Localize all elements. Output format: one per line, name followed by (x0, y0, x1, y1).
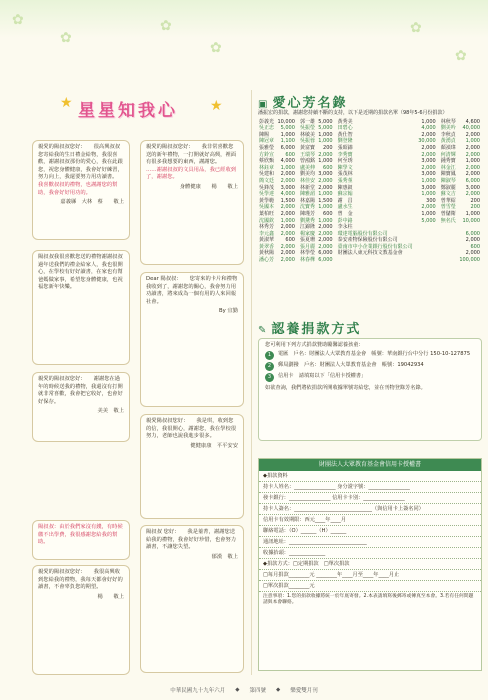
donor-name: 張昭錦 (337, 144, 353, 151)
form-header: 財團法人大眾教育基金會信用卡授權書 (259, 459, 481, 471)
flower-decoration-icon: ✿ (410, 20, 422, 36)
donor-amount: 2,000 (280, 230, 295, 237)
letter-card (32, 250, 130, 365)
letter-body: Dear 陽叔叔： 您寄來的卡片和禮物我收到了，謝謝您的關心，我會努力用功讀書，將來成為一個有用的人來回報社會。 (146, 276, 238, 305)
donor-name: 林敏美 (299, 131, 315, 138)
donor-name: 王瑞琴 (299, 151, 315, 158)
donor-amount: 2,000 (318, 243, 333, 250)
donor-amount: 30,000 (418, 138, 436, 145)
donor-row (258, 178, 484, 185)
donor-name: 吳學達 (259, 191, 275, 198)
donor-name: 劉登隆 (337, 138, 353, 145)
flower-decoration-icon: ✿ (455, 48, 467, 64)
form-field[interactable]: 持卡人簽名：______________________________（與信用卡上簽名同） (259, 504, 481, 515)
donor-name (440, 244, 458, 251)
donor-row (258, 211, 484, 218)
donor-name: 林春樺 (299, 257, 315, 264)
donor-amount: 6,000 (280, 144, 295, 151)
donor-amount: 600 (285, 237, 295, 244)
donor-name: 江錦隆 (299, 224, 315, 231)
donor-amount: 3,000 (318, 171, 333, 178)
footer (0, 680, 488, 700)
letter-highlight: 我喜歡叔叔的禮物，也謝謝您的幫助，我會好好用功的。 (38, 181, 118, 196)
donor-name: 林新堂 (299, 184, 315, 191)
flower-decoration-icon: ✿ (210, 40, 222, 56)
donor-amount: 2,000 (465, 164, 480, 171)
donor-name: 環達電腦股份有限公司 (337, 230, 388, 237)
donor-list (258, 110, 484, 264)
donor-amount (416, 224, 439, 231)
letter-body: 親愛的陽叔叔您好： 我很高興收到您給我的禮物，我每天都會好好的讀書，不會辜負您的期望。 (38, 569, 123, 591)
donor-name: 陳淑琴 (440, 177, 456, 184)
donor-table (258, 119, 484, 264)
donor-amount (416, 237, 439, 244)
donor-name: 曾鴻銘 (299, 158, 315, 165)
donor-name: 吳正忠 (259, 125, 275, 132)
method-number: 3 (265, 373, 274, 382)
method-text: 信用卡 請填寫以下「信用卡授權書」 (278, 373, 367, 380)
method-section-title (258, 318, 361, 337)
method-note: 如欲查詢，我們將依捐款所開收據單號寄給您，並在刊物登錄芳名錄。 (265, 385, 426, 392)
footer-date: 中華民國九十九年六月 (170, 688, 226, 694)
donor-row (258, 224, 484, 231)
donor-amount: 1,000 (280, 217, 295, 224)
donor-amount (457, 224, 484, 231)
star-icon: ★ (210, 98, 223, 114)
donor-amount: 6,000 (465, 230, 480, 237)
donor-amount: 5,000 (421, 217, 436, 224)
donor-amount: 2,000 (421, 204, 436, 211)
donor-name (440, 237, 458, 244)
donor-name: 田碧心 (337, 125, 353, 132)
donor-amount: 2,000 (421, 131, 436, 138)
donor-amount: 2,000 (465, 171, 480, 178)
method-item (265, 351, 475, 360)
donor-amount: 2,000 (280, 257, 295, 264)
donor-name: 黃翠香 (259, 243, 275, 250)
donor-amount: 1,500 (318, 197, 333, 204)
donor-section-title-text: 愛心芳名錄 (272, 96, 348, 111)
donor-amount (416, 250, 439, 257)
method-item (265, 362, 475, 371)
letter-signature: 身體健康 楊 敬上 (179, 183, 238, 190)
donor-name: 陳學文 (337, 164, 353, 171)
letter-body: 親愛陽叔叔您好： 我是琪，收到您的信，我很開心，謝謝您，我在學校很努力，老師也說我進步很多。 (146, 418, 237, 440)
donor-amount (416, 257, 439, 264)
donor-name: 陳賜 (259, 131, 270, 138)
donor-amount: 2,000 (465, 237, 480, 244)
donor-row (258, 138, 484, 145)
donor-name: 謝 昌 (337, 197, 353, 204)
donor-name (440, 231, 458, 238)
letter-card (140, 140, 244, 265)
donor-amount: 300 (426, 197, 436, 204)
donor-row (258, 250, 484, 257)
donor-name: 曾 金 (337, 210, 353, 217)
donor-name: 陳雅湄 (299, 191, 315, 198)
donor-name: 盧美伸 (299, 164, 315, 171)
donor-amount: 2,000 (318, 224, 333, 231)
donor-amount: 600 (323, 210, 333, 217)
donor-amount: 5,000 (280, 125, 295, 132)
letter-signature: 健健康康 平平安安 (190, 442, 238, 449)
donor-section-title (258, 92, 347, 111)
donor-amount: 2,000 (465, 131, 480, 138)
donor-name: 黃淑華 (259, 237, 275, 244)
letter-body: 陽叔叔我很喜歡您送的禮物謝謝叔叔過年送我們的禮金給家人，我也很開心，在學校有好好讀書，在家也有幫爸媽做家事，希望您身體健康，也祝福您新年快樂。 (38, 254, 123, 291)
donor-amount: 2,000 (280, 171, 295, 178)
donor-amount: 2,000 (280, 250, 295, 257)
donor-row (258, 218, 484, 225)
donor-name: 潘心芳 (259, 257, 275, 264)
donor-name: 李元鑫 (259, 230, 275, 237)
letter-card (32, 520, 130, 560)
donor-amount: 1,000 (421, 118, 436, 125)
donor-row (258, 125, 484, 132)
donor-name: 鍾秀寶 (440, 158, 456, 165)
letter-card (32, 140, 130, 240)
donation-method-box (258, 338, 482, 441)
letter-card (140, 525, 244, 673)
donor-amount: 2,000 (318, 230, 333, 237)
donor-name: 何清輝 (440, 151, 456, 158)
donor-name: 方鈴宣 (259, 151, 275, 158)
donor-amount: 6,000 (318, 257, 333, 264)
donor-amount: 4,000 (280, 191, 295, 198)
donor-name: 劉美吟 (440, 125, 456, 132)
donor-amount: 200 (470, 204, 480, 211)
donor-amount: 1,000 (318, 158, 333, 165)
form-field[interactable]: 收據抬頭：______________ (259, 548, 481, 559)
form-field[interactable]: 持卡人姓名：________________ 身分證字號：________________ (259, 482, 481, 493)
letter-card (32, 372, 130, 442)
donor-name: 曾華紹 (440, 197, 456, 204)
donor-amount: 3,000 (465, 184, 480, 191)
donor-amount: 2,000 (465, 191, 480, 198)
donor-amount: 2,000 (465, 151, 480, 158)
donor-name: 劉黛秀 (299, 217, 315, 224)
donor-row (258, 191, 484, 198)
donor-amount: 1,000 (318, 217, 333, 224)
donor-name: 張月麗 (299, 243, 315, 250)
donor-amount: 4,000 (280, 158, 295, 165)
column-divider (251, 90, 252, 675)
donor-name: 陳瑾芳 (299, 210, 315, 217)
donor-name (440, 224, 458, 231)
letter-body: 陽叔叔：由於我們家沒有錢，有時候繳不出學費，我很感謝您給我的幫助。 (38, 524, 123, 546)
donor-amount: 2,000 (318, 184, 333, 191)
donor-amount: 2,000 (280, 224, 295, 231)
donor-amount: 2,000 (421, 144, 436, 151)
letter-body: 親愛的陽叔叔您好： 謝謝您在過年的時候送我的禮物，我還沒有打開就非常喜歡，我會把它收好，也會好好保存。 (38, 376, 123, 405)
flower-decoration-icon: ✿ (12, 12, 24, 28)
donor-name (337, 257, 417, 264)
donor-name: 張茂林 (337, 171, 353, 178)
donor-amount: 200 (470, 197, 480, 204)
donor-amount: 4,600 (465, 118, 480, 125)
form-field[interactable]: 信用卡有效期限：西元____年____月 (259, 515, 481, 526)
donor-name: 張雅瑩 (259, 144, 275, 151)
donor-amount: 1,000 (318, 204, 333, 211)
method-number: 2 (265, 362, 274, 371)
method-text: 郵局劃撥 戶名：財團法人大眾教育基金會 帳號：19042934 (278, 362, 424, 369)
form-fields (259, 471, 481, 592)
donor-name: 陳冠章 (259, 138, 275, 145)
donor-name: 沈國欽 (259, 217, 275, 224)
donor-amount: 2,000 (465, 250, 480, 257)
donor-name: 盧水生 (337, 204, 353, 211)
form-field[interactable]: ◆捐款資料 (259, 471, 481, 482)
donor-amount: 1,000 (318, 191, 333, 198)
donor-amount: 2,000 (318, 151, 333, 158)
method-section-title-text: 認養捐款方式 (271, 322, 362, 337)
donor-amount: 1,000 (421, 177, 436, 184)
letter-highlight: ……謝謝叔叔的文具用品，我已經收到了，謝謝您。 (146, 166, 237, 181)
donor-amount: 2,000 (280, 210, 295, 217)
donor-name: 張秀堇 (337, 177, 353, 184)
donor-name: 蘇文吉 (440, 191, 456, 198)
donor-amount: 3,000 (421, 184, 436, 191)
flower-decoration-icon: ✿ (160, 18, 172, 34)
donor-name: 何至琇 (337, 158, 353, 165)
donor-amount: 6,000 (465, 177, 480, 184)
donor-name: 蔡欣甄 (259, 158, 275, 165)
donor-name: 黃湧貞 (440, 138, 456, 145)
form-notes: 注意事項：1.您的捐款收據將統一於年底寄發。2.本表請填寫後郵寄或傳真至本會。3.若有任何問題請與本會聯絡。 (263, 594, 474, 606)
donor-amount: 2,000 (318, 177, 333, 184)
donor-amount: 5,000 (318, 118, 333, 125)
donor-list-header: 潘振宏的捐款，謝謝您持續不斷的支持，以下是近期的捐款名單（98年5-6月份捐款） (258, 110, 448, 116)
donor-amount: 2,000 (280, 204, 295, 211)
donor-name: 財團法人東元科技文教基金會 (337, 250, 403, 257)
donor-name: 顏禎瑋 (440, 144, 456, 151)
donor-name: 林秋琴 (440, 118, 456, 125)
letter-body: 陽叔叔 您好： 我是蓁菁，謝謝您送給我的禮物，我會好好珍惜，也會努力讀書，不讓您失望。 (146, 529, 237, 551)
letter-card (140, 272, 244, 407)
donor-amount: 1,000 (318, 131, 333, 138)
donor-amount: 2,000 (318, 237, 333, 244)
donor-name: 李秋貞 (440, 131, 456, 138)
donor-name: 無名氏 (440, 217, 456, 224)
letter-signature: 楊 敬上 (97, 593, 124, 600)
donor-amount: 40,000 (462, 125, 480, 132)
donor-name (440, 257, 458, 264)
credit-card-form (258, 458, 482, 671)
donor-name: 陳惠釵 (337, 184, 353, 191)
donor-name: 張夏珊 (299, 237, 315, 244)
donor-row (258, 237, 484, 244)
donor-amount: 3,000 (280, 184, 295, 191)
letter-body: 親愛的陽叔叔您好： 很高興叔叔您寄給我的生日禮金給物，我很喜歡，謝謝叔叔那份的愛心，我在此跟您，祝您身體健康，我會好好練習，努力向上，我還要努力用功讀書。 (38, 144, 123, 181)
donor-amount: 10,000 (462, 217, 480, 224)
donor-row (258, 204, 484, 211)
flower-decoration-icon: ✿ (60, 30, 72, 46)
donor-name: 彭義光 (259, 118, 275, 125)
donor-amount: 3,000 (421, 158, 436, 165)
donor-name: 吳振瑩 (299, 125, 315, 132)
donor-name: 蘇宗翰 (337, 191, 353, 198)
donor-name: 泰安產物保險股份有限公司 (337, 237, 398, 244)
donor-name: 黃富寶 (299, 144, 315, 151)
method-intro: 您可利用下列方式捐款贊助勵馨認養孩童： (265, 342, 364, 348)
donor-name (440, 250, 458, 257)
donor-amount: 1,100 (280, 138, 295, 145)
donor-amount: 1,000 (465, 138, 480, 145)
donor-amount: 1,500 (280, 197, 295, 204)
donor-name: 臺南市中小企業銀行股份有限公司 (337, 243, 413, 250)
donor-name: 簡文廷 (259, 177, 275, 184)
form-field[interactable]: ◆捐款方式：□定期捐款 □單次捐款 (259, 559, 481, 570)
donor-name: 吳國本 (259, 204, 275, 211)
donor-name: 吳振蓉 (299, 138, 315, 145)
donor-name: 楊家慶 (299, 230, 315, 237)
donor-amount: 6,000 (318, 250, 333, 257)
donor-amount: 1,000 (280, 131, 295, 138)
donor-row (258, 158, 484, 165)
donor-name: 林佳安 (299, 177, 315, 184)
form-field[interactable]: 發卡銀行：________________ 信用卡卡別：________________ (259, 493, 481, 504)
donor-row (258, 145, 484, 152)
letter-signature: By 宜勤 (218, 308, 238, 315)
donor-amount: 600 (470, 243, 480, 250)
donor-name: 黃秋陽 (259, 250, 275, 257)
donor-amount: 1,000 (280, 164, 295, 171)
method-text: 電匯 戶名：財團法人大眾教育基金會 帳號：華南銀行台中分行 150-10-127875 (278, 351, 471, 358)
donor-name: 黃學範 (259, 197, 275, 204)
donor-name: 林學瑩 (299, 250, 315, 257)
method-item (265, 373, 475, 382)
donor-amount: 1,000 (421, 210, 436, 217)
footer-publication: 樂愛雙月刊 (290, 688, 318, 694)
donor-amount: 4,000 (421, 125, 436, 132)
donor-amount (416, 244, 439, 251)
donor-amount: 2,000 (280, 177, 295, 184)
letter-body: 親愛的陽叔叔您好： 我非常喜歡您送的新年禮物，一打開就好高興，裡面有很多我想要的東西，謝謝您。 (146, 144, 237, 166)
donor-name: 林秀芳 (259, 224, 275, 231)
donor-name: 葉柏旺 (259, 210, 275, 217)
donor-name: 林鈺章 (259, 164, 275, 171)
letter-card (32, 565, 130, 675)
donor-amount: 10,000 (277, 118, 295, 125)
donor-amount: 100,000 (459, 257, 480, 264)
donor-amount: 5,000 (318, 125, 333, 132)
book-icon: ▣ (258, 99, 270, 110)
star-icon: ★ (60, 95, 73, 111)
donor-name: 曾雪瑩 (440, 204, 456, 211)
donor-name: 林嘉陽 (299, 197, 315, 204)
footer-diamond: ◆ (235, 687, 240, 693)
form-field[interactable]: □單次捐款________元 (259, 581, 481, 592)
donor-amount: 600 (285, 151, 295, 158)
letter-signature: 美美 敬上 (97, 408, 124, 415)
letter-signature: 郁漢 敬上 (211, 553, 238, 560)
pencil-icon: ✎ (258, 325, 269, 336)
donor-name: 沈寶秀 (299, 204, 315, 211)
donor-name: 黃仕智 (337, 131, 353, 138)
page-title: 星星知我心 (78, 101, 178, 121)
donor-amount: 1,000 (421, 191, 436, 198)
donor-amount: 1,000 (465, 210, 480, 217)
donor-name: 曾儲衛 (440, 210, 456, 217)
donor-amount: 1,000 (465, 158, 480, 165)
donor-amount: 2,000 (280, 243, 295, 250)
donor-name: 陳寶鳳 (440, 171, 456, 178)
footer-issue: 第四號 (249, 688, 266, 694)
donor-name: 劉美均 (299, 171, 315, 178)
method-number: 1 (265, 351, 274, 360)
form-field[interactable]: 通訊地址：______________________________ (259, 537, 481, 548)
donor-name: 鄭淑麗 (440, 184, 456, 191)
donor-name: 李秀寶 (337, 151, 353, 158)
footer-diamond: ◆ (276, 687, 281, 693)
donor-amount: 2,000 (465, 144, 480, 151)
donor-amount: 3,000 (421, 171, 436, 178)
letter-signature: 嘉義縣 大林 蔡 敬上 (60, 199, 124, 206)
form-field[interactable]: □每月捐款________元 ________年____月至____年____月止 (259, 570, 481, 581)
donor-amount: 2,000 (421, 151, 436, 158)
donor-amount: 2,000 (421, 164, 436, 171)
donor-row (258, 257, 484, 264)
donor-amount: 600 (323, 164, 333, 171)
donor-name: 李永柱 (337, 224, 353, 231)
donor-name: 吳建和 (259, 171, 275, 178)
form-field[interactable]: 聯絡電話：（O）______（H）______ (259, 526, 481, 537)
donor-name: 郭一雄 (299, 118, 315, 125)
donor-amount: 200 (323, 144, 333, 151)
donor-name: 黃秀美 (337, 118, 353, 125)
donor-amount: 1,000 (318, 138, 333, 145)
donor-amount (416, 231, 439, 238)
donor-row (258, 171, 484, 178)
donor-name: 林金江 (440, 164, 456, 171)
letter-card (140, 414, 244, 519)
donor-name: 吳鋒茂 (259, 184, 275, 191)
donor-name: 彭中鉻 (337, 217, 353, 224)
